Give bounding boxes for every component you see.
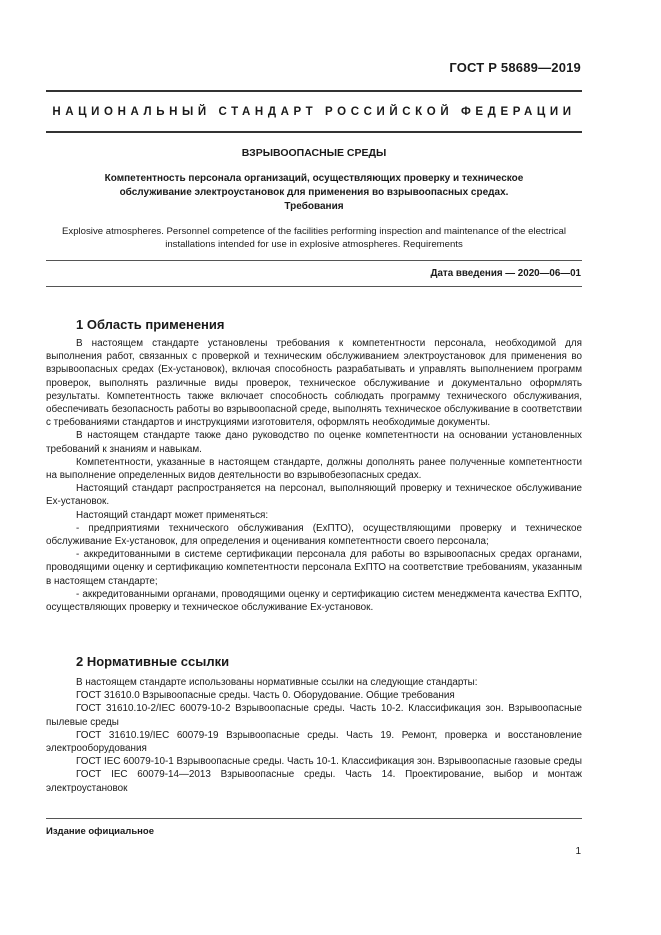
date-divider <box>46 286 582 287</box>
document-subtitle-ru <box>46 172 582 214</box>
introduction-date: Дата введения — 2020—06—01 <box>430 268 581 279</box>
reference-item: ГОСТ IEC 60079-10-1 Взрывоопасные среды. Часть 10-1. Классификация зон. Взрывоопасные газовые среды <box>76 756 583 768</box>
edition-label: Издание официальное <box>46 826 154 837</box>
header-top-rule <box>46 90 582 92</box>
section-2-body <box>46 676 582 795</box>
document-title-ru: ВЗРЫВООПАСНЫЕ СРЕДЫ <box>241 147 387 159</box>
subtitle-line-3: Требования <box>284 201 344 212</box>
section-1-heading: 1 Область применения <box>76 317 225 332</box>
page-number: 1 <box>575 846 581 857</box>
standard-number: ГОСТ Р 58689—2019 <box>449 60 581 75</box>
document-title-en: Explosive atmospheres. Personnel competence of the facilities performing inspection and maintenance of the electrical installations intended for use in explosive atmospheres. Requirements <box>62 226 566 250</box>
section-2-heading: 2 Нормативные ссылки <box>76 654 230 669</box>
reference-item: ГОСТ 31610.19/IEC 60079-19 Взрывоопасные среды. Часть 19. Ремонт, проверка и восстановление электрооборудования <box>46 729 582 755</box>
list-item: - аккредитованными в системе сертификации персонала для работы во взрывоопасных средах органами, проводящими оценку и сертификацию компетентности персонала ExПТО на соответствие требованиям, указанным в настоящем стандарте; <box>46 549 582 587</box>
national-standard-heading: НАЦИОНАЛЬНЫЙ СТАНДАРТ РОССИЙСКОЙ ФЕДЕРАЦИИ <box>52 106 576 118</box>
paragraph: В настоящем стандарте установлены требования к компетентности персонала, необходимой для выполнения работ, связанных с проверкой и техническим обслуживанием электроустановок для применения во взрывоопасных средах (Ex-установок), включая способность разрабатывать и управлять выполнением программ проверок, выполнять различные виды проверок, техническое обслуживание и документально оформлять результаты. Компетентность также включает способность соблюдать программу технического обслуживания, обеспечивать безопасность работы во взрывоопасной среде, выполнять техническое обслуживание в соответствии с требованиями стандартов и инструкциями изготовителя, оформлять необходимые документы. <box>46 338 582 429</box>
header-bottom-rule <box>46 131 582 133</box>
reference-item: ГОСТ 31610.0 Взрывоопасные среды. Часть 0. Оборудование. Общие требования <box>76 690 455 702</box>
subtitle-line-1: Компетентность персонала организаций, осуществляющих проверку и техническое <box>104 173 524 184</box>
reference-item: ГОСТ 31610.10-2/IEC 60079-10-2 Взрывоопасные среды. Часть 10-2. Классификация зон. Взрывоопасные пылевые среды <box>46 703 582 728</box>
paragraph: Настоящий стандарт распространяется на персонал, выполняющий проверку и техническое обслуживание Ex-установок. <box>46 483 582 508</box>
paragraph: В настоящем стандарте также дано руководство по оценке компетентности на основании установленных требований к знаниям и навыкам. <box>46 430 582 455</box>
paragraph: В настоящем стандарте использованы нормативные ссылки на следующие стандарты: <box>76 677 478 688</box>
paragraph: Компетентности, указанные в настоящем стандарте, должны дополнять ранее полученные компетентности на выполнение определенных видов деятельности во взрывобезопасных средах. <box>46 456 582 482</box>
reference-item: ГОСТ IEC 60079-14—2013 Взрывоопасные среды. Часть 14. Проектирование, выбор и монтаж электроустановок <box>46 769 582 794</box>
footer-divider <box>46 818 582 819</box>
paragraph: Настоящий стандарт может применяться: <box>76 509 269 521</box>
section-1-body <box>46 337 582 614</box>
subtitle-line-2: обслуживание электроустановок для применения во взрывоопасных средах. <box>119 187 509 198</box>
list-item: - аккредитованными органами, проводящими оценку и сертификацию систем менеджмента качества ExПТО, осуществляющих проверку и техническое обслуживание Ex-установок. <box>46 588 582 614</box>
title-divider <box>46 260 582 261</box>
list-item: - предприятиями технического обслуживания (ExПТО), осуществляющими проверку и техническое обслуживание Ex-установок, для определения и оценивания компетентности своего персонала; <box>46 522 582 548</box>
